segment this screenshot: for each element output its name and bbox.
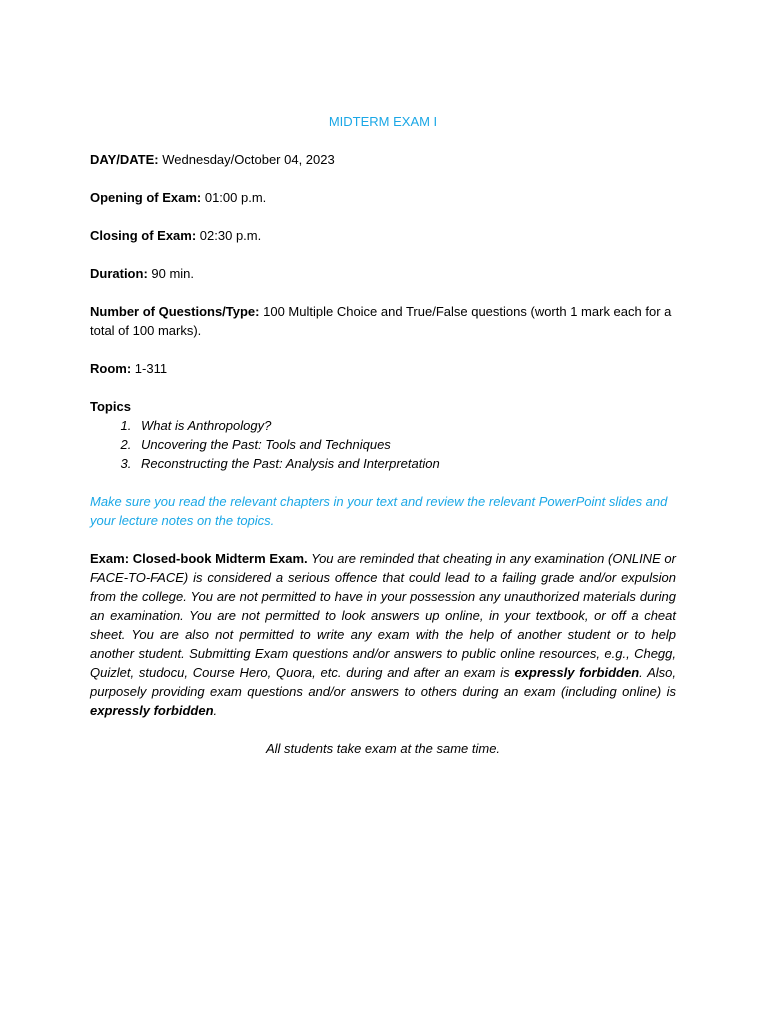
questions-field xyxy=(90,302,676,340)
exam-document xyxy=(90,112,676,758)
closing-field xyxy=(90,226,676,245)
exam-policy-text-1: You are reminded that cheating in any examination (ONLINE or FACE-TO-FACE) is considered a serious offence that could lead to a failing grade and/or expulsion from the college. You are not permitted to have in your possession any unauthorized materials during an examination. You are not permitted to look answers up online, in your textbook, or off a cheat sheet. You are also not permitted to write any exam with the help of another student or to help another student. Submitting Exam questions and/or answers to public online resources, e.g., Chegg, Quizlet, studocu, Course Hero, Quora, etc. during and after an exam is xyxy=(90,551,676,680)
room-label: Room: xyxy=(90,361,132,376)
duration-value: 90 min. xyxy=(147,266,195,281)
closing-value: 02:30 p.m. xyxy=(196,228,262,243)
room-value: 1-311 xyxy=(131,361,168,376)
topics-list xyxy=(90,416,676,473)
topic-item: 1. What is Anthropology? xyxy=(135,416,676,435)
closing-label: Closing of Exam: xyxy=(90,228,197,243)
opening-field xyxy=(90,188,676,207)
room-field xyxy=(90,359,676,378)
questions-value: 100 Multiple Choice and True/False questions (worth 1 mark each for a total of 100 marks). xyxy=(90,304,672,338)
emphasis-expressly-forbidden: expressly forbidden xyxy=(514,665,640,680)
topics-heading: Topics xyxy=(90,399,131,414)
emphasis-expressly-forbidden: expressly forbidden xyxy=(90,703,214,718)
exam-policy-text xyxy=(90,551,676,718)
exam-policy-text-3: . xyxy=(213,703,218,718)
opening-value: 01:00 p.m. xyxy=(201,190,267,205)
questions-label: Number of Questions/Type: xyxy=(90,304,260,319)
document-title: MIDTERM EXAM I xyxy=(328,114,438,129)
closing-note: All students take exam at the same time. xyxy=(265,741,501,756)
topic-item: 2. Uncovering the Past: Tools and Techniques xyxy=(135,435,676,454)
date-field xyxy=(90,150,676,169)
date-label: DAY/DATE: xyxy=(90,152,159,167)
study-reminder: Make sure you read the relevant chapters in your text and review the relevant PowerPoint slides and your lecture notes on the topics. xyxy=(90,494,668,528)
date-value: Wednesday/October 04, 2023 xyxy=(158,152,335,167)
duration-label: Duration: xyxy=(90,266,148,281)
exam-policy-paragraph xyxy=(90,549,676,720)
exam-policy-text-2: . Also, purposely providing exam questions and/or answers to others during an exam (including online) is xyxy=(90,665,676,699)
topic-item: 3. Reconstructing the Past: Analysis and Interpretation xyxy=(135,454,676,473)
exam-policy-lead: Exam: Closed-book Midterm Exam. xyxy=(90,551,308,566)
duration-field xyxy=(90,264,676,283)
opening-label: Opening of Exam: xyxy=(90,190,202,205)
